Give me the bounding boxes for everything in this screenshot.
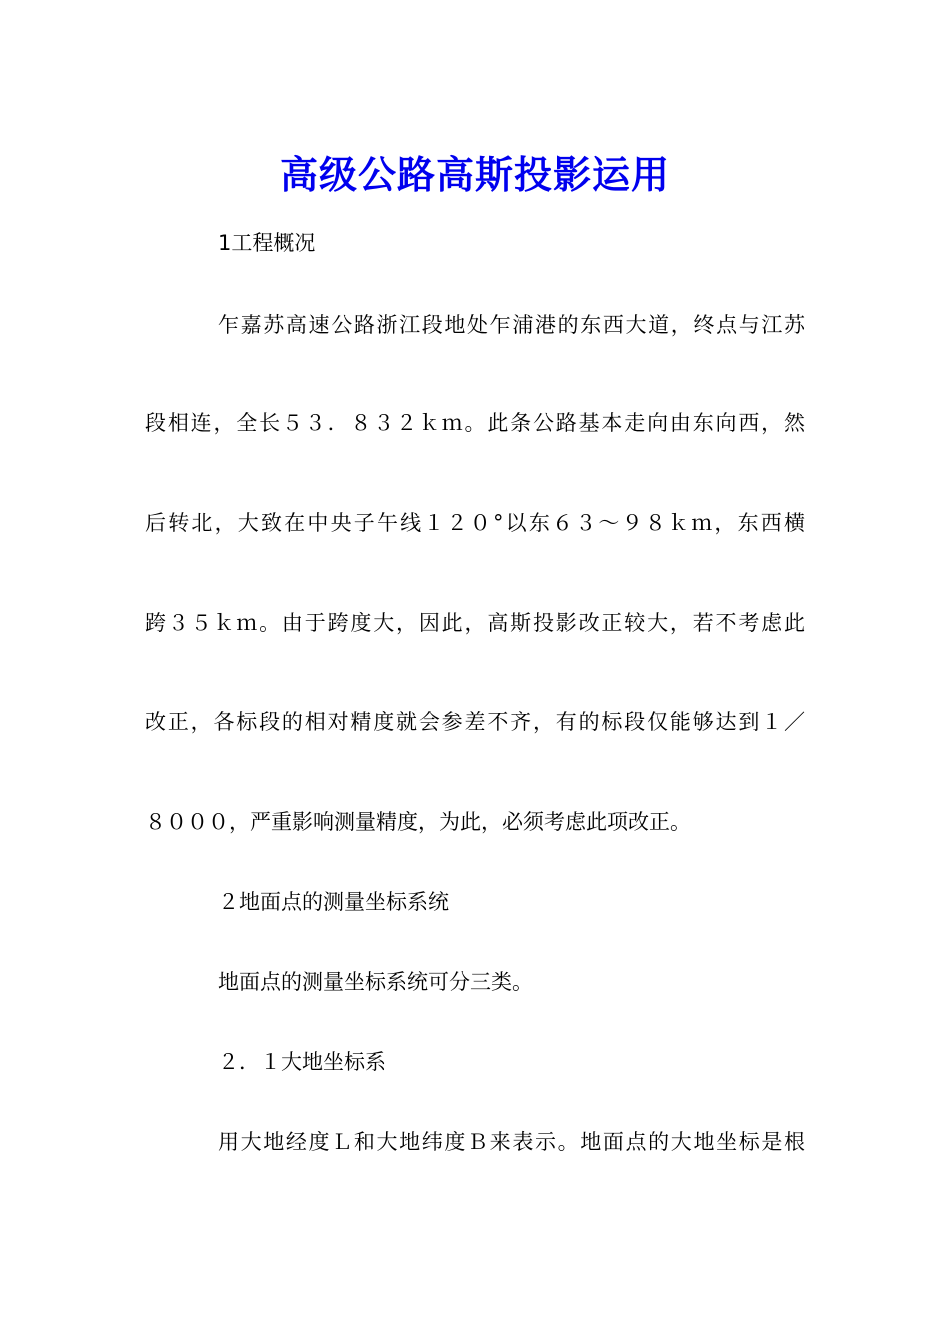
paragraph-line: 乍嘉苏高速公路浙江段地处乍浦港的东西大道，终点与江苏 [218,313,805,337]
paragraph-line: 用大地经度Ｌ和大地纬度Ｂ来表示。地面点的大地坐标是根 [218,1130,805,1154]
subsection-heading-2-1: ２．１大地坐标系 [218,1050,386,1074]
paragraph-line: 地面点的测量坐标系统可分三类。 [218,970,533,994]
section-heading-1: 1工程概况 [218,231,316,255]
paragraph-line: 后转北，大致在中央子午线１２０°以东６３～９８ｋｍ，东西横 [145,511,805,535]
section-heading-2: ２地面点的测量坐标系统 [218,890,449,914]
paragraph-line: ８０００，严重影响测量精度，为此，必须考虑此项改正。 [145,810,691,834]
paragraph-line: 跨３５ｋｍ。由于跨度大，因此，高斯投影改正较大，若不考虑此 [145,611,805,635]
paragraph-line: 段相连，全长５３．８３２ｋｍ。此条公路基本走向由东向西，然 [145,411,805,435]
document-title: 高级公路高斯投影运用 [279,152,670,198]
paragraph-line: 改正，各标段的相对精度就会参差不齐，有的标段仅能够达到１／ [145,710,805,734]
